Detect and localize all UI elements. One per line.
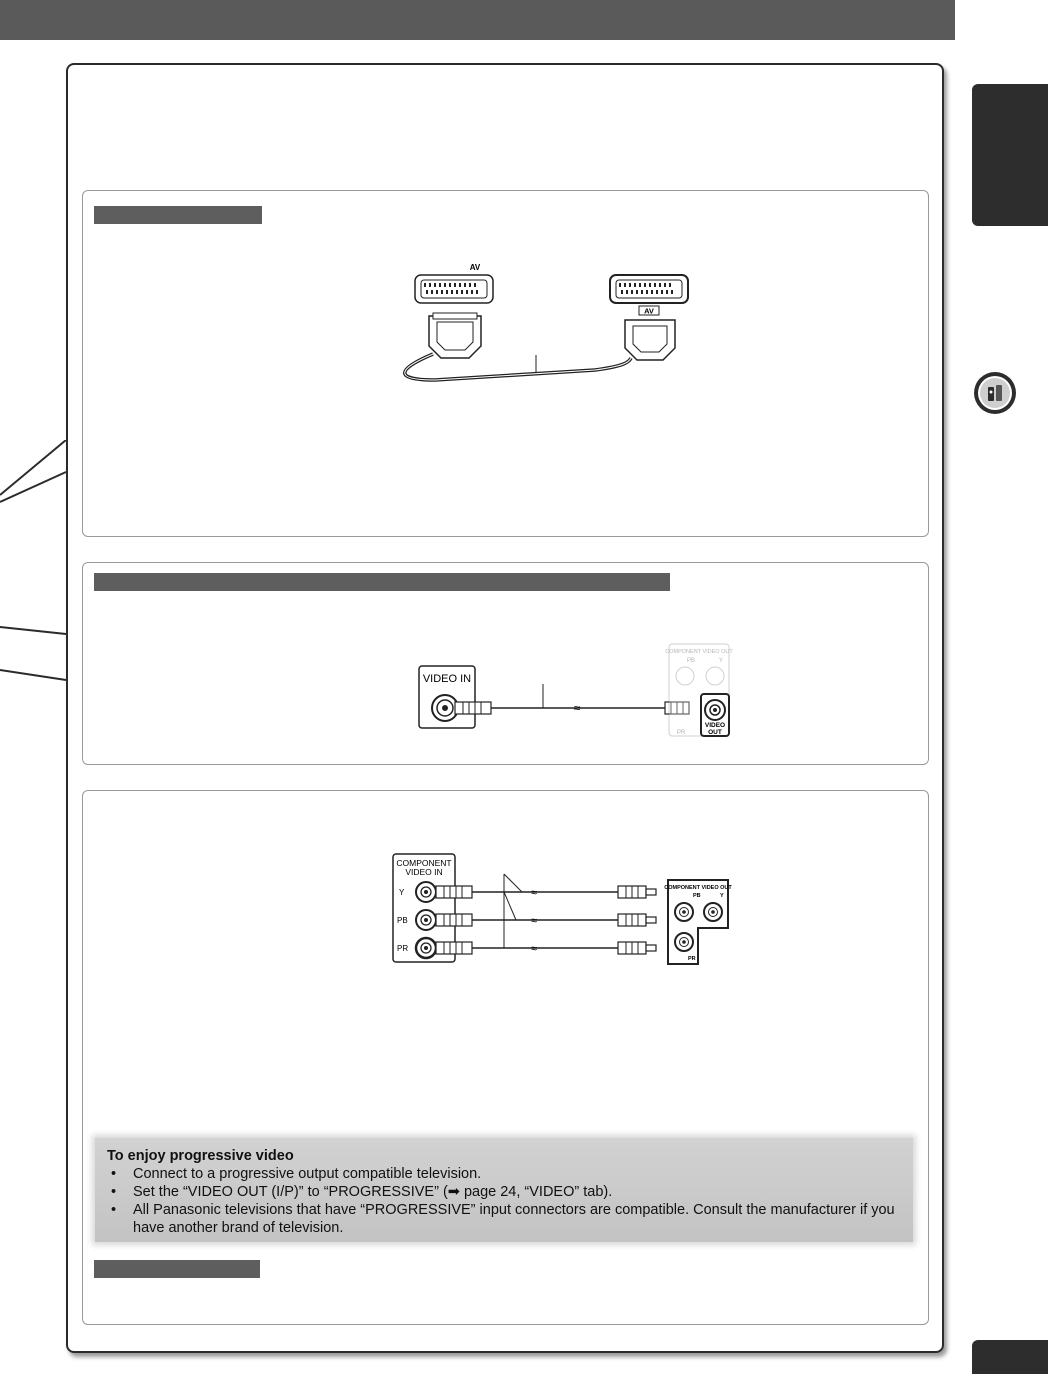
unit-pr-label-faded: PR	[677, 730, 686, 736]
section-side-tab	[972, 84, 1048, 226]
progressive-note-list	[107, 1165, 901, 1237]
svg-text:≈: ≈	[530, 915, 538, 927]
progressive-video-note	[95, 1138, 913, 1242]
tv-component-label-2: VIDEO IN	[405, 867, 443, 877]
unit-scart-label: AV	[644, 306, 654, 316]
tv-scart-label: AV	[469, 263, 481, 272]
progressive-note-item: • All Panasonic televisions that have “PROGRESSIVE” input connectors are compatible. Consult the manufacturer if you have another brand of television.	[107, 1201, 901, 1237]
unit-component-label: COMPONENT VIDEO OUT	[664, 885, 732, 891]
callout-lines	[0, 440, 70, 700]
tv-scart-socket	[415, 275, 493, 303]
unit-pb-label: PB	[693, 893, 701, 899]
unit-y-label-faded: Y	[719, 658, 724, 664]
progressive-note-item: • Connect to a progressive output compatible television.	[107, 1165, 901, 1183]
component-subsection-heading-bar	[94, 1260, 260, 1278]
svg-text:≈: ≈	[530, 943, 538, 955]
video-connection-diagram	[415, 640, 735, 740]
unit-pr-label: PR	[688, 956, 696, 962]
unit-video-out-label-1: VIDEO	[704, 722, 726, 729]
progressive-note-item: • Set the “VIDEO OUT (I/P)” to “PROGRESSIVE” (➡ page 24, “VIDEO” tab).	[107, 1183, 901, 1201]
page-header-bar	[0, 0, 955, 40]
disc-settings-icon	[973, 371, 1017, 415]
progressive-note-title: To enjoy progressive video	[107, 1148, 294, 1164]
scart-section-heading-bar	[94, 206, 262, 224]
scart-connection-diagram	[395, 258, 695, 388]
video-section-heading-bar	[94, 573, 670, 591]
component-connection-diagram	[390, 850, 735, 975]
tv-pr-label: PR	[397, 944, 409, 953]
tv-pb-label: PB	[397, 916, 408, 925]
unit-component-label-faded: COMPONENT VIDEO OUT	[665, 649, 733, 655]
tv-component-label-1: COMPONENT	[396, 858, 452, 868]
unit-video-out-label-2: OUT	[708, 729, 722, 736]
tv-y-label: Y	[399, 888, 405, 897]
unit-scart-socket	[610, 275, 688, 303]
tv-video-in-label: VIDEO IN	[422, 673, 472, 685]
unit-pb-label-faded: PB	[687, 658, 696, 664]
svg-text:≈: ≈	[573, 701, 581, 715]
unit-y-label: Y	[720, 893, 724, 899]
page-number-tab	[972, 1340, 1048, 1374]
svg-text:≈: ≈	[530, 887, 538, 899]
